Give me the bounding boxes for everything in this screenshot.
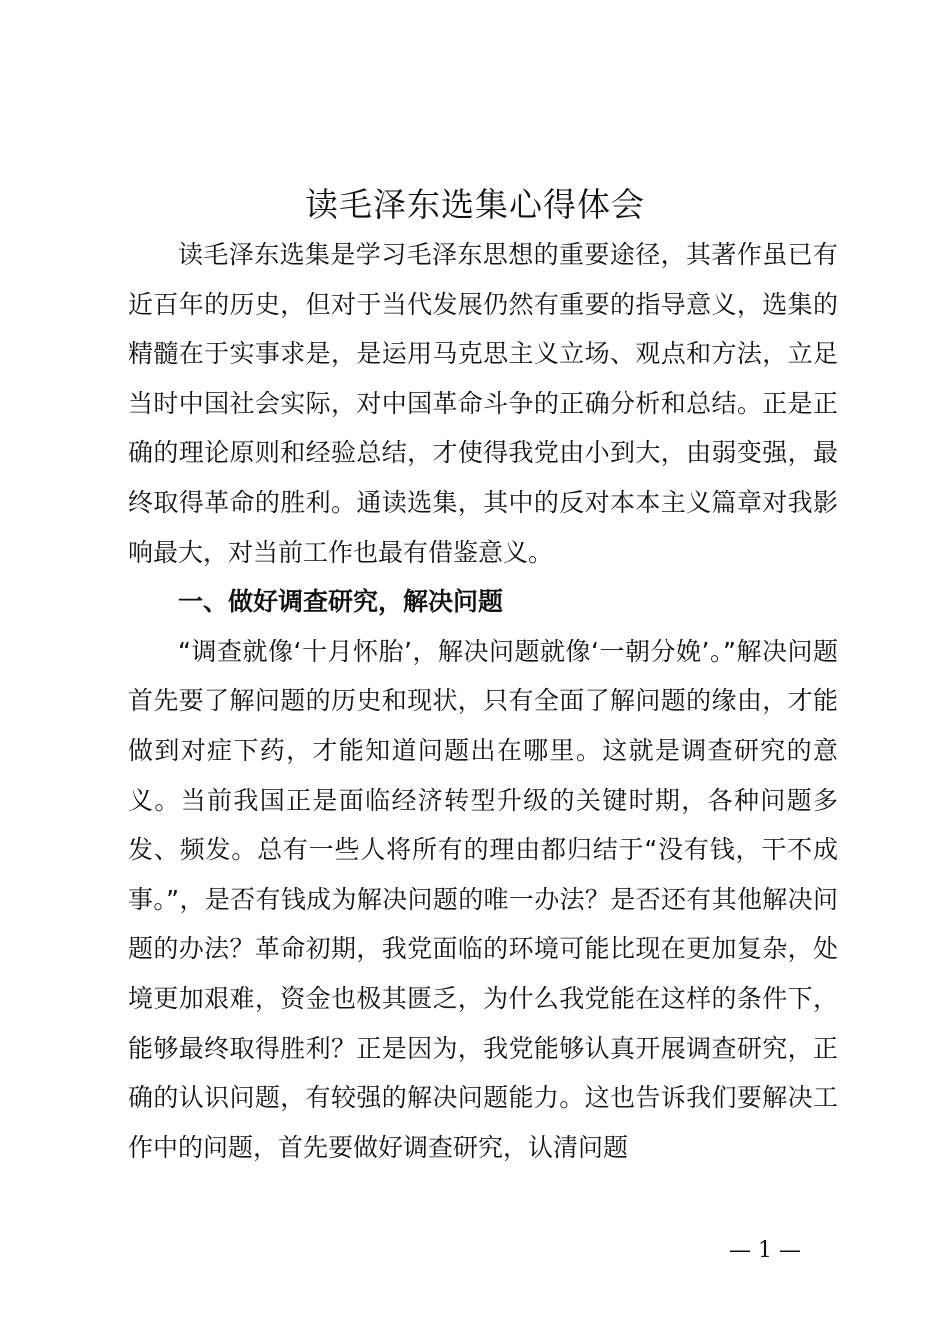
section-paragraph: “调查就像‘十月怀胎’，解决问题就像‘一朝分娩’。”解决问题首先要了解问题的历史和现状，只有全面了解问题的缘由，才能做到对症下药，才能知道问题出在哪里。这就是调查研究的意义。当前我国正是面临经济转型升级的关键时期，各种问题多发、频发。总有一些人将所有的理由都归结于“没有钱，干不成事。”，是否有钱成为解决问题的唯一办法？是否还有其他解决问题的办法？革命初期，我党面临的环境可能比现在更加复杂，处境更加艰难，资金也极其匮乏，为什么我党能在这样的条件下，能够最终取得胜利？正是因为，我党能够认真开展调查研究，正确的认识问题，有较强的解决问题能力。这也告诉我们要解决工作中的问题，首先要做好调查研究，认清问题: [128, 636, 838, 1162]
page-number: — 1 —: [729, 1238, 801, 1263]
section-heading: 一、做好调查研究，解决问题: [178, 587, 504, 617]
document-body: [128, 230, 838, 1172]
document-title: 读毛泽东选集心得体会: [305, 185, 645, 224]
intro-paragraph: 读毛泽东选集是学习毛泽东思想的重要途径，其著作虽已有近百年的历史，但对于当代发展仍然有重要的指导意义，选集的精髓在于实事求是，是运用马克思主义立场、观点和方法，立足当时中国社会实际，对中国革命斗争的正确分析和总结。正是正确的理论原则和经验总结，才使得我党由小到大，由弱变强，最终取得革命的胜利。通读选集，其中的反对本本主义篇章对我影响最大，对当前工作也最有借鉴意义。: [128, 240, 838, 567]
